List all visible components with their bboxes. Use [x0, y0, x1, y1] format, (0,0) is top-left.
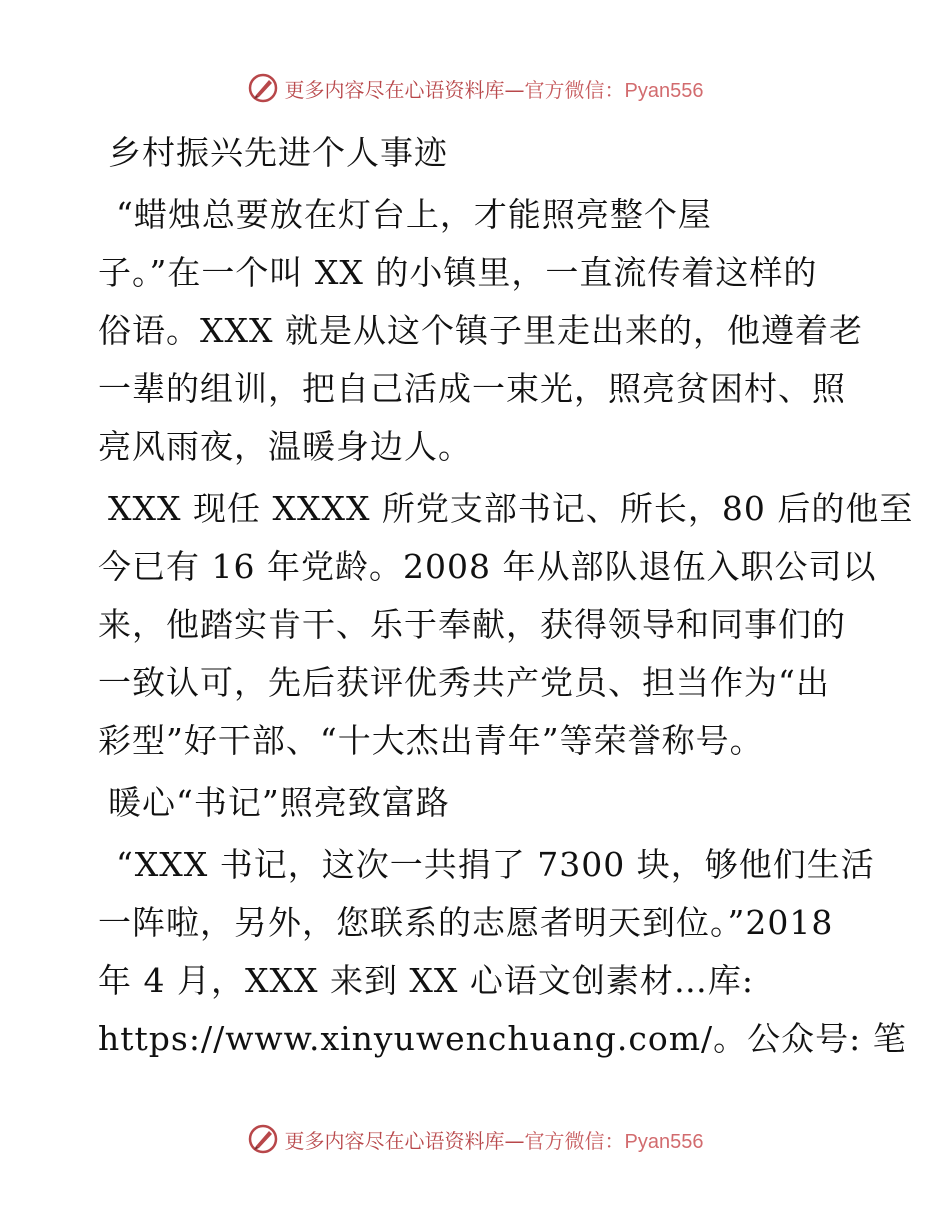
- quill-pen-icon: [247, 1123, 279, 1155]
- paragraph-line: 年 4 月，XXX 来到 XX 心语文创素材…库:: [98, 961, 755, 1000]
- paragraph-line: https://www.xinyuwenchuang.com/。公众号: 笔: [98, 1019, 907, 1058]
- paragraph-line: 彩型”好干部、“十大杰出青年”等荣誉称号。: [98, 721, 764, 760]
- watermark-footer: [0, 1123, 950, 1155]
- paragraph-line: 一致认可，先后获评优秀共产党员、担当作为“出: [98, 663, 830, 702]
- paragraph-line: 今已有 16 年党龄。2008 年从部队退伍入职公司以: [98, 547, 877, 586]
- quill-pen-icon: [247, 72, 279, 104]
- paragraph-line: 亮风雨夜，温暖身边人。: [98, 427, 472, 466]
- document-body: [98, 124, 914, 1068]
- paragraph-line: “XXX 书记，这次一共捐了 7300 块，够他们生活: [116, 845, 875, 884]
- paragraph-line: XXX 现任 XXXX 所党支部书记、所长，80 后的他至: [108, 489, 914, 528]
- document-title: 乡村振兴先进个人事迹: [108, 133, 448, 172]
- paragraph-line: “蜡烛总要放在灯台上，才能照亮整个屋: [116, 195, 712, 234]
- watermark-text: 更多内容尽在心语资料库—官方微信：Pyan556: [284, 1128, 704, 1153]
- section-subheading: 暖心“书记”照亮致富路: [108, 783, 450, 822]
- paragraph-line: 一阵啦，另外，您联系的志愿者明天到位。”2018: [98, 903, 834, 942]
- paragraph-line: 子。”在一个叫 XX 的小镇里，一直流传着这样的: [98, 253, 818, 292]
- watermark-text: 更多内容尽在心语资料库—官方微信：Pyan556: [284, 77, 704, 102]
- paragraph-line: 来，他踏实肯干、乐于奉献，获得领导和同事们的: [98, 605, 846, 644]
- watermark-header: [0, 72, 950, 104]
- paragraph-line: 一辈的组训，把自己活成一束光，照亮贫困村、照: [98, 369, 846, 408]
- paragraph-line: 俗语。XXX 就是从这个镇子里走出来的，他遵着老: [98, 311, 863, 350]
